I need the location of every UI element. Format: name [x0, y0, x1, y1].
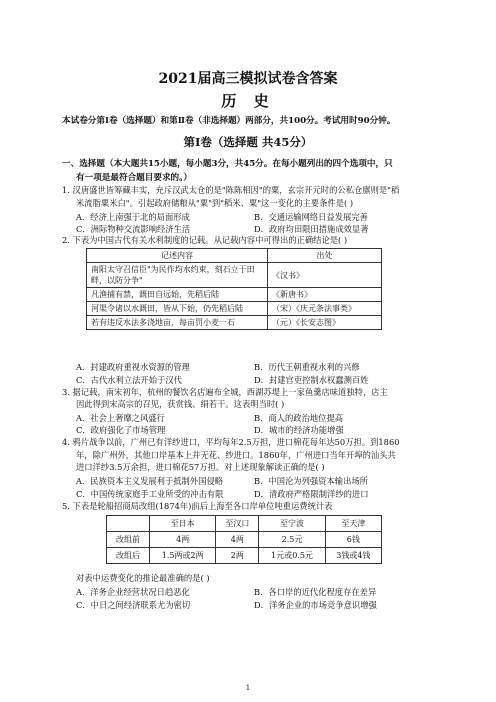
q5-option-a: A．洋务企业经营状况日趋恶化 — [76, 587, 190, 597]
q5-stem: 5. 下表是轮船招商局改组(1874年)前后上海至各口岸单位吨重运费统计表 — [62, 501, 333, 511]
q4-option-a: A．民族资本主义发展利于抵制外国侵略 — [76, 476, 224, 486]
q1-option-a: A．经济上南强于北的局面形成 — [76, 212, 190, 222]
q1-option-c: C．洲际物种交流影响经济生活 — [76, 224, 191, 234]
exam-title: 2021届高三模拟试卷含答案 — [158, 71, 338, 87]
table-cell: 3钱或4钱 — [325, 548, 381, 564]
table-header-row — [107, 516, 382, 532]
table-cell: （元）《长安志图》 — [268, 316, 382, 330]
table-header-cell: 至汉口 — [216, 516, 259, 532]
q3-stem-line1: 3. 据记载，南宋初年，杭州的餐饮名店遍布全城，西湖苏堤上一家鱼羹店味道独特，店主 — [62, 387, 388, 397]
part-one-heading: 第Ⅰ卷（选择题 共45分） — [183, 135, 313, 149]
table-cell: 《新唐书》 — [268, 288, 382, 302]
q4-stem-line3: 进口洋纱3.5万余担，进口棉花57万担。对上述现象解读正确的是( ) — [76, 462, 325, 472]
table-row — [87, 316, 382, 330]
q2-option-a: A．封建政府重视水资源的管理 — [76, 362, 190, 372]
table-row — [107, 548, 382, 564]
table-cell: 4两 — [150, 532, 216, 548]
q2-stem: 2. 下表为中国古代有关水利制度的记载。从记载内容中可得出的正确结论是( ) — [62, 235, 348, 245]
table-cell: （宋）《庆元条法事类》 — [268, 302, 382, 316]
table-cell: 1.5两或2两 — [150, 548, 216, 564]
q3-option-b: B．商人的政治地位提高 — [254, 413, 344, 423]
table-cell: 4两 — [216, 532, 259, 548]
q2-option-b: B．历代王朝重视水利的兴修 — [254, 362, 360, 372]
table-cell: 2两 — [216, 548, 259, 564]
exam-instruction: 本试卷分第Ⅰ卷（选择题）和第Ⅱ卷（非选择题）两部分，共100分。考试用时90分钟。 — [62, 116, 396, 126]
section-heading-line2: 有一项是最符合题目要求的。） — [76, 173, 193, 183]
table-cell: 南阳太守召信臣"为民作均水约束，刻石立于田畔，以防分争" — [87, 263, 268, 288]
table-cell: 若有违反水法多浇地亩，每亩罚小麦一石 — [87, 316, 268, 330]
q2-option-d: D．封建官吏控制水权蠢测百姓 — [254, 375, 369, 385]
q1-option-d: D．政府均田限田措施成效显著 — [254, 224, 369, 234]
q5-table — [106, 515, 382, 564]
q3-option-d: D．城市的经济功能增强 — [254, 425, 344, 435]
q4-option-b: B．中国沦为列强资本输出场所 — [254, 476, 368, 486]
q1-stem-line1: 1. 汉唐盛世皆筹藏丰实，充斥汉武太仓的是"陈陈相因"的粟，玄宗开元时的公私仓廪则是"稻 — [62, 185, 400, 195]
table-header-row — [87, 249, 382, 263]
q3-option-c: C．政府强化了市场管理 — [76, 425, 166, 435]
table-cell: 《汉书》 — [268, 263, 382, 288]
q4-option-c: C．中国传统家庭手工业所受的冲击有限 — [76, 489, 224, 499]
table-header-cell: 至天津 — [325, 516, 381, 532]
q1-stem-line2: 米流脂粟米白"。引起政府储粮从"粟"到"稻米、粟"这一变化的主要条件是( ) — [76, 198, 354, 208]
table-header-cell: 至宁波 — [259, 516, 325, 532]
q4-stem-line2: 年，除广州外，其他口岸基本上并无花、纱进口。1860年，广州进口当年开埠的汕头共 — [76, 450, 396, 460]
q5-option-d: D．洋务企业的市场竞争意识增强 — [254, 600, 377, 610]
q5-stem-line2: 对表中运费变化的推论最准确的是( ) — [76, 573, 210, 583]
table-row — [107, 532, 382, 548]
table-header-cell — [107, 516, 150, 532]
table-row — [87, 263, 382, 288]
table-row — [87, 302, 382, 316]
table-cell: 6钱 — [325, 532, 381, 548]
q5-option-c: C．中日之间经济联系尤为密切 — [76, 600, 191, 610]
q3-option-a: A．社会上奢靡之风盛行 — [76, 413, 165, 423]
section-heading-line1: 一、选择题（本大题共15小题，每小题3分，共45分。在每小题列出的四个选项中，只 — [62, 159, 393, 169]
table-header-cell: 出处 — [268, 249, 382, 263]
q4-stem-line1: 4. 鸦片战争以前，广州已有洋纱进口，平均每年2.5万担，进口棉花每年达50万担。到1860 — [62, 437, 400, 447]
table-cell: 1元或0.5元 — [259, 548, 325, 564]
table-cell: 河渠令诸以水溉田，皆从下始，仍先稻后陆 — [87, 302, 268, 316]
q5-option-b: B．各口岸的近代化程度存在差异 — [254, 587, 377, 597]
table-row — [87, 288, 382, 302]
subject-heading: 历 史 — [221, 92, 275, 110]
table-cell: 凡渔捕有禁，溉田自远始，先稻后陆 — [87, 288, 268, 302]
page-number: 1 — [245, 684, 251, 692]
table-cell: 2.5元 — [259, 532, 325, 548]
table-cell: 改组前 — [107, 532, 150, 548]
q4-option-d: D．清政府严格限制洋纱的进口 — [254, 489, 369, 499]
q3-stem-line2: 因此得到宋高宗的召见，获赏钱、绢若干。这表明当时( ) — [76, 399, 285, 409]
table-cell: 改组后 — [107, 548, 150, 564]
q2-table — [86, 248, 382, 330]
q1-option-b: B．交通运输网络日益发展完善 — [254, 212, 368, 222]
q2-option-c: C．古代水利立法开始于汉代 — [76, 375, 182, 385]
table-header-cell: 至日本 — [150, 516, 216, 532]
table-header-cell: 记述内容 — [87, 249, 268, 263]
